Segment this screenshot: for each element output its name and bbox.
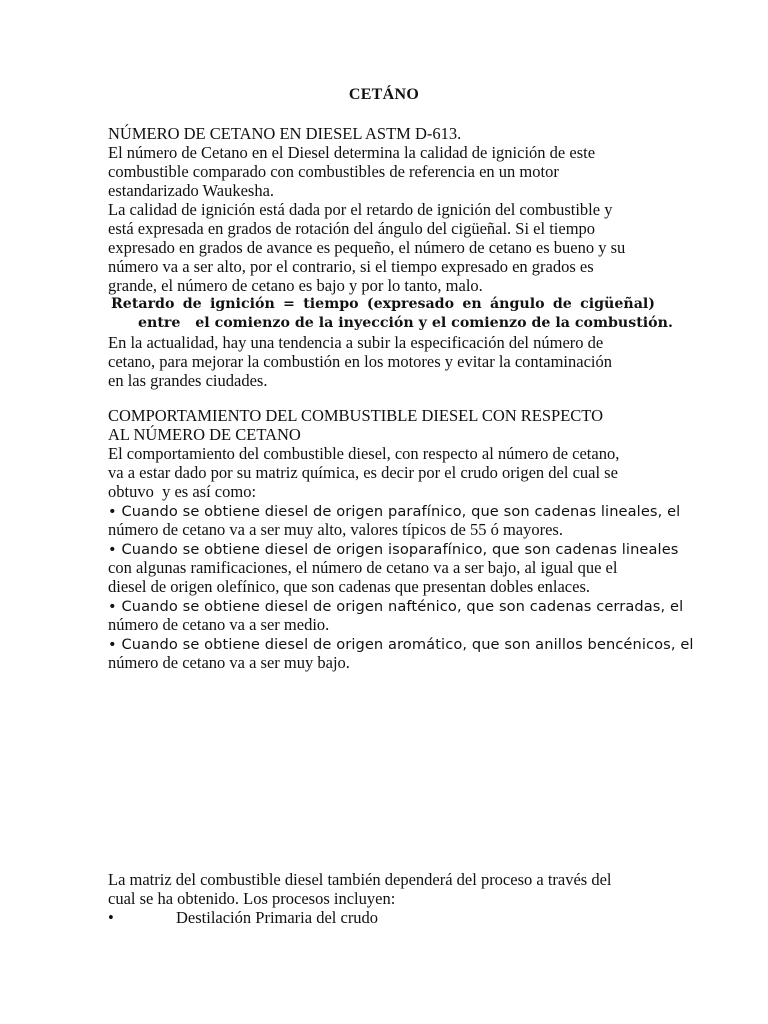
- paragraph-line: obtuvo y es así como:: [108, 482, 257, 501]
- definition-word: tiempo: [303, 296, 359, 312]
- definition-line-2: entre el comienzo de la inyección y el comienzo de la combustión.: [138, 315, 673, 331]
- definition-word: (expresado: [366, 296, 455, 312]
- definition-word: de: [182, 296, 202, 312]
- paragraph-line: estandarizado Waukesha.: [108, 181, 275, 200]
- paragraph-line: va a estar dado por su matriz química, es decir por el crudo origen del cual se: [108, 463, 618, 482]
- paragraph-line: La calidad de ignición está dada por el retardo de ignición del combustible y: [108, 200, 613, 219]
- section-heading-behavior: AL NÚMERO DE CETANO: [108, 425, 301, 444]
- paragraph-line: número de cetano va a ser medio.: [108, 615, 330, 634]
- paragraph-line: número de cetano va a ser muy alto, valores típicos de 55 ó mayores.: [108, 520, 563, 539]
- bullet-marker: •: [108, 908, 114, 927]
- paragraph-line: cual se ha obtenido. Los procesos incluyen:: [108, 889, 396, 908]
- definition-word: cigüeñal): [580, 296, 655, 312]
- paragraph-line: diesel de origen olefínico, que son cadenas que presentan dobles enlaces.: [108, 577, 590, 596]
- section-heading-cetane-number: NÚMERO DE CETANO EN DIESEL ASTM D-613.: [108, 124, 462, 143]
- definition-word: de: [552, 296, 572, 312]
- paragraph-line: número va a ser alto, por el contrario, si el tiempo expresado en grados es: [108, 257, 594, 276]
- paragraph-line: número de cetano va a ser muy bajo.: [108, 653, 350, 672]
- paragraph-line: expresado en grados de avance es pequeño, el número de cetano es bueno y su: [108, 238, 626, 257]
- paragraph-line: con algunas ramificaciones, el número de cetano va a ser bajo, al igual que el: [108, 558, 618, 577]
- paragraph-line: combustible comparado con combustibles de referencia en un motor: [108, 162, 559, 181]
- definition-word: =: [283, 296, 295, 312]
- paragraph-line: El comportamiento del combustible diesel, con respecto al número de cetano,: [108, 444, 620, 463]
- bullet-aromatic: • Cuando se obtiene diesel de origen aromático, que son anillos bencénicos, el: [108, 636, 694, 653]
- definition-line-1: [111, 295, 655, 314]
- paragraph-line: La matriz del combustible diesel también dependerá del proceso a través del: [108, 870, 612, 889]
- list-item-text: Destilación Primaria del crudo: [176, 908, 379, 927]
- paragraph-line: grande, el número de cetano es bajo y por lo tanto, malo.: [108, 276, 483, 295]
- paragraph-line: está expresada en grados de rotación del ángulo del cigüeñal. Si el tiempo: [108, 219, 596, 238]
- bullet-naphthenic: • Cuando se obtiene diesel de origen nafténico, que son cadenas cerradas, el: [108, 598, 684, 615]
- definition-word: ignición: [209, 296, 275, 312]
- paragraph-line: El número de Cetano en el Diesel determina la calidad de ignición de este: [108, 143, 596, 162]
- bullet-isoparaffinic: • Cuando se obtiene diesel de origen isoparafínico, que son cadenas lineales: [108, 541, 679, 558]
- definition-word: ángulo: [489, 296, 545, 312]
- definition-word: en: [462, 296, 482, 312]
- definition-word: Retardo: [111, 296, 175, 312]
- list-item: [108, 908, 378, 927]
- bullet-paraffinic: • Cuando se obtiene diesel de origen parafínico, que son cadenas lineales, el: [108, 503, 681, 520]
- section-heading-behavior: COMPORTAMIENTO DEL COMBUSTIBLE DIESEL CON RESPECTO: [108, 406, 604, 425]
- page-title: CETÁNO: [348, 86, 420, 103]
- paragraph-line: en las grandes ciudades.: [108, 371, 268, 390]
- paragraph-line: cetano, para mejorar la combustión en los motores y evitar la contaminación: [108, 352, 612, 371]
- paragraph-line: En la actualidad, hay una tendencia a subir la especificación del número de: [108, 333, 604, 352]
